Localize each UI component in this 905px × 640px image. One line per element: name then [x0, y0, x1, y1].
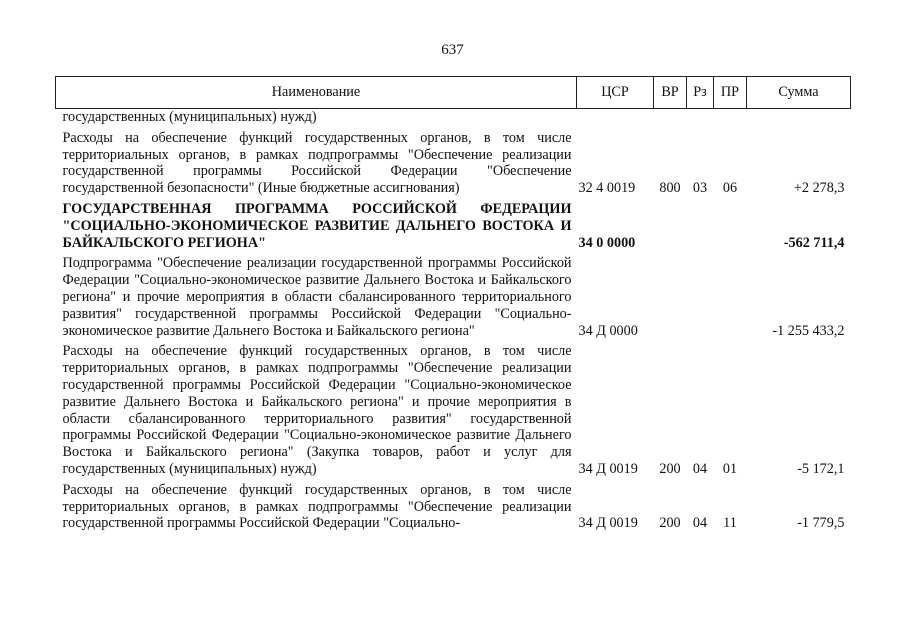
row-csr: 34 Д 0000 [578, 322, 638, 339]
row-csr: 34 Д 0019 [578, 460, 638, 477]
row-csr: 34 Д 0019 [578, 515, 638, 532]
row-name: Расходы на обеспечение функций государственных органов, в том числе территориальных органов, в рамках подпрограммы "Обеспечение реализации государственной программы Российской Федерации "Обеспечение государственной безопасности" (Иные бюджетные ассигнования) [62, 129, 572, 197]
column-header-rz: Рз [687, 77, 714, 109]
row-pr: 11 [723, 515, 737, 532]
row-vr: 200 [659, 460, 681, 477]
row-sum: -562 711,4 [783, 234, 845, 251]
row-pr: 01 [722, 460, 738, 477]
row-rz [687, 197, 714, 251]
table-row [56, 478, 851, 532]
row-csr: 32 4 0019 [578, 180, 636, 197]
row-vr [654, 251, 687, 339]
row-csr [577, 109, 654, 126]
column-header-vr: ВР [654, 77, 687, 109]
row-rz [687, 251, 714, 339]
row-pr [714, 251, 747, 339]
column-header-csr: ЦСР [577, 77, 654, 109]
row-sum: +2 278,3 [793, 180, 845, 197]
row-rz: 03 [692, 180, 708, 197]
row-vr: 200 [659, 515, 681, 532]
table-row [56, 339, 851, 477]
table-row [56, 251, 851, 339]
row-name: государственных (муниципальных) нужд) [62, 109, 317, 125]
row-vr: 800 [659, 180, 681, 197]
budget-table [55, 76, 851, 532]
table-row [56, 197, 851, 251]
row-csr: 34 0 0000 [578, 234, 636, 251]
page-number: 637 [441, 42, 464, 58]
row-vr [654, 109, 687, 126]
table-row [56, 126, 851, 197]
row-pr [714, 109, 747, 126]
row-rz: 04 [692, 515, 708, 532]
column-header-pr: ПР [714, 77, 747, 109]
table-header-row [56, 77, 851, 109]
row-name: Подпрограмма "Обеспечение реализации государственной программы Российской Федерации "Социально-экономическое развитие Дальнего Востока и Байкальского региона" и прочие мероприятия в области сбалансированного территориального развития" государственной программы Российской Федерации "Социально-экономическое развитие Дальнего Востока и Байкальского региона" [62, 255, 572, 339]
row-sum: -1 255 433,2 [772, 322, 845, 339]
column-header-name: Наименование [56, 77, 577, 109]
row-sum: -1 779,5 [797, 515, 845, 532]
table-row [56, 109, 851, 126]
row-rz: 04 [692, 460, 708, 477]
row-name: Расходы на обеспечение функций государственных органов, в том числе территориальных органов, в рамках подпрограммы "Обеспечение реализации государственной программы Российской Федерации "Социально-экономическое развитие Дальнего Востока и Байкальского региона" и прочие мероприятия в области сбалансированного территориального развития" государственной программы Российской Федерации "Социально-экономическое развитие Дальнего Востока и Байкальского региона" (Закупка товаров, работ и услуг для государственных (муниципальных) нужд) [62, 343, 572, 477]
row-name: ГОСУДАРСТВЕННАЯ ПРОГРАММА РОССИЙСКОЙ ФЕДЕРАЦИИ "СОЦИАЛЬНО-ЭКОНОМИЧЕСКОЕ РАЗВИТИЕ ДАЛЬНЕГО ВОСТОКА И БАЙКАЛЬСКОГО РЕГИОНА" [62, 200, 572, 251]
row-pr: 06 [722, 180, 738, 197]
column-header-sum: Сумма [747, 77, 851, 109]
row-sum [747, 109, 851, 126]
row-sum: -5 172,1 [797, 460, 845, 477]
row-vr [654, 197, 687, 251]
row-pr [714, 197, 747, 251]
row-rz [687, 109, 714, 126]
row-name: Расходы на обеспечение функций государственных органов, в том числе территориальных органов, в рамках подпрограммы "Обеспечение реализации государственной программы Российской Федерации "Социально- [62, 481, 572, 532]
